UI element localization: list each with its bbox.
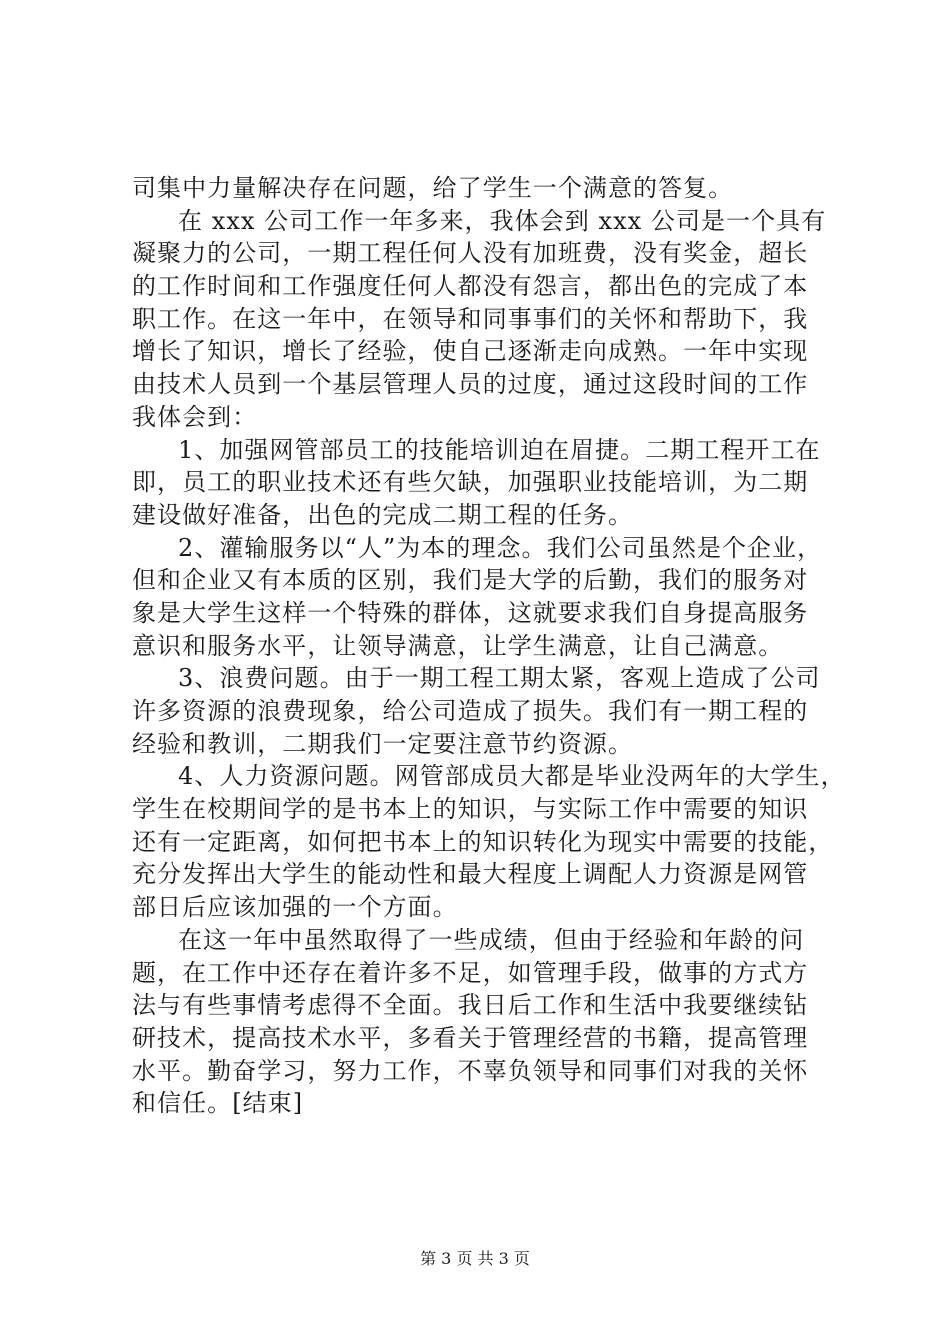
text-line: 2、灌输服务以“人”为本的理念。我们公司虽然是个企业，	[178, 533, 823, 562]
text-line: 司集中力量解决存在问题，给了学生一个满意的答复。	[132, 174, 734, 202]
text-line: 在 xxx 公司工作一年多来，我体会到 xxx 公司是一个具有	[178, 206, 827, 235]
text-line: 部日后应该加强的一个方面。	[132, 893, 458, 922]
text-line: 但和企业又有本质的区别，我们是大学的后勤，我们的服务对	[132, 566, 809, 595]
text-line: 的工作时间和工作强度任何人都没有怨言，都出色的完成了本	[132, 272, 809, 301]
text-line: 经验和教训，二期我们一定要注意节约资源。	[132, 729, 633, 758]
text-line: 4、人力资源问题。网管部成员大都是毕业没两年的大学生，	[178, 762, 846, 791]
text-line: 凝聚力的公司，一期工程任何人没有加班费，没有奖金，超长	[132, 239, 809, 268]
text-line: 法与有些事情考虑得不全面。我日后工作和生活中我要继续钻	[132, 991, 809, 1020]
text-line: 意识和服务水平，让领导满意，让学生满意，让自己满意。	[132, 631, 784, 660]
text-line: 水平。勤奋学习，努力工作，不辜负领导和同事们对我的关怀	[132, 1056, 809, 1085]
text-line: 建设做好准备，出色的完成二期工程的任务。	[132, 500, 633, 529]
text-line: 还有一定距离，如何把书本上的知识转化为现实中需要的技能，	[132, 827, 834, 856]
text-line: 题，在工作中还存在着许多不足，如管理手段，做事的方式方	[132, 958, 809, 987]
text-line: 1、加强网管部员工的技能培训迫在眉捷。二期工程开工在	[178, 435, 821, 464]
text-line: 学生在校期间学的是书本上的知识，与实际工作中需要的知识	[132, 795, 809, 824]
text-line: 和信任。[结束]	[132, 1089, 304, 1118]
text-line: 职工作。在这一年中，在领导和同事事们的关怀和帮助下，我	[132, 304, 809, 333]
page-footer: 第 3 页 共 3 页	[420, 1249, 530, 1268]
text-line: 增长了知识，增长了经验，使自己逐渐走向成熟。一年中实现	[132, 337, 809, 366]
text-line: 象是大学生这样一个特殊的群体，这就要求我们自身提高服务	[132, 598, 809, 627]
text-line: 许多资源的浪费现象，给公司造成了损失。我们有一期工程的	[132, 697, 809, 725]
document-body	[132, 172, 846, 1120]
text-line: 由技术人员到一个基层管理人员的过度，通过这段时间的工作	[132, 370, 809, 399]
text-line: 我体会到：	[132, 402, 258, 431]
text-line: 在这一年中虽然取得了一些成绩，但由于经验和年龄的问	[178, 925, 805, 954]
text-line: 3、浪费问题。由于一期工程工期太紧，客观上造成了公司	[178, 664, 821, 693]
text-line: 充分发挥出大学生的能动性和最大程度上调配人力资源是网管	[132, 860, 809, 889]
text-line: 即，员工的职业技术还有些欠缺，加强职业技能培训，为二期	[132, 468, 809, 497]
text-line: 研技术，提高技术水平，多看关于管理经营的书籍，提高管理	[132, 1023, 809, 1052]
